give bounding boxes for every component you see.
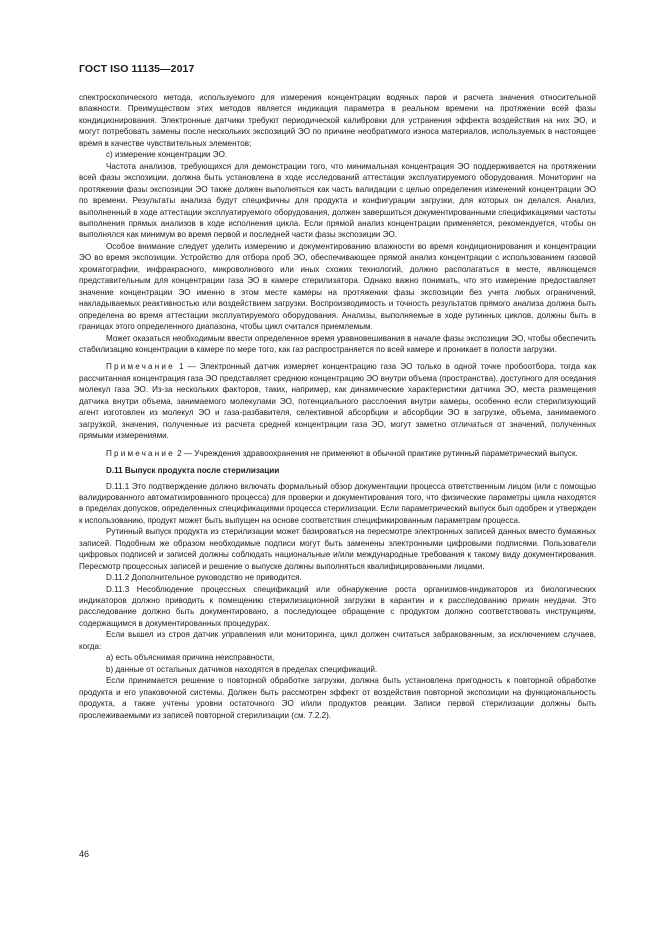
paragraph: спектроскопического метода, используемого для измерения концентрации водяных паров и расчета значения относительной влажности. Преимуществом этих методов является индикация параметра в реальном времени на протяжении всей фазы кондиционирования. Электронные датчики требуют периодической калибровки для устранения эффекта воздействия на них ЭО, и могут потребовать замены после нескольких экспозиций ЭО по причине необратимого износа материалов, используемых в настоящее время в качестве чувствительных элементов; [79, 93, 596, 148]
section-heading: D.11 Выпуск продукта после стерилизации [106, 466, 280, 476]
document-body [79, 92, 596, 721]
paragraph: D.11.3 Несоблюдение процессных спецификаций или обнаружение роста организмов-индикаторов из биологических индикаторов должно приводить к помещению стерилизационной загрузки в карантин и к расследованию причин неудачи. Это расследование должно быть документировано, а последующее обращение с продуктом должно соответствовать инструкциям, содержащимся в документированных процедурах. [79, 584, 596, 628]
paragraph: Частота анализов, требующихся для демонстрации того, что минимальная концентрация ЭО поддерживается на протяжении всей фазы экспозиции, должна быть установлена в ходе исследований аттестации эксплуатируемого оборудования. Мониторинг на протяжении фазы экспозиции ЭО также должен выполняться как часть валидации с целью определения изменений концентрации ЭО по времени. Результаты анализа будут специфичны для продукта и конфигурации загрузки, для которых он делался. Анализ, выполненный в ходе аттестации эксплуатируемого оборудования, должен завершиться документированными спецификациями частоты выполнения прямых анализов в ходе исполнения цикла. Если прямой анализ концентрации применяется, рекомендуется, чтобы он выполнялся как минимум во время первой и последней части фазы экспозиции ЭО. [79, 161, 596, 240]
page-header: ГОСТ ISO 11135—2017 [79, 63, 195, 75]
note-text: 2 — Учреждения здравоохранения не применяют в обычной практике рутинный параметрический выпуск. [174, 448, 578, 458]
note-label: Примечание [106, 448, 175, 458]
paragraph: Рутинный выпуск продукта из стерилизации может базироваться на пересмотре электронных записей данных вместо бумажных записей. Подобным же образом необходимые подписи могут быть заменены электронными цифровыми подписями. Пользователи цифровых подписей и записей должны соблюдать национальные и/или международные требования к такому виду документирования. Пересмотр процессных записей и решение о выпуске должны выполняться квалифицированными лицами. [79, 527, 596, 571]
list-item: с) измерение концентрации ЭО. [106, 150, 228, 160]
note-label: Примечание [106, 362, 175, 372]
paragraph: Если вышел из строя датчик управления или мониторинга, цикл должен считаться забракованным, за исключением случаев, когда: [79, 630, 596, 651]
note-1 [79, 361, 596, 441]
page-number: 46 [79, 849, 90, 859]
note-2 [79, 448, 596, 459]
paragraph: Если принимается решение о повторной обработке загрузки, должна быть установлена пригодность к повторной обработке продукта и его упаковочной системы. Должен быть рассмотрен эффект от воздействия повторной экспозиции на функциональность продукта, а также учтены уровни остаточного ЭО и/или продуктов реакции. Записи первой стерилизации должны быть прослеживаемыми из записей повторной стерилизации (см. 7.2.2). [79, 676, 596, 720]
paragraph: D.11.2 Дополнительное руководство не приводится. [106, 573, 302, 583]
paragraph: Особое внимание следует уделить измерению и документированию влажности во время кондиционирования и концентрации ЭО во время экспозиции. Устройство для отбора проб ЭО, обеспечивающее прямой анализ концентрации с использованием газовой хроматографии, инфракрасного, микроволнового или иных схожих технологий, должно располагаться в месте, являющемся представительным для концентрации газа ЭО в камере стерилизатора. Однако важно понимать, что это измерение предоставляет значение концентрации ЭО именно в этом месте камеры на протяжении фазы экспозиции без учета любых ограничений, накладываемых реактивностью или воздействием загрузки. Воспроизводимость и точность результатов прямого анализа должна быть определена во время аттестации эксплуатируемого оборудования. Анализы, выполняемые в ходе рутинных циклов, должны быть в границах этого определенного диапазона, чтобы цикл считался приемлемым. [79, 241, 596, 332]
list-item: а) есть объяснимая причина неисправности, [106, 653, 275, 663]
paragraph: D.11.1 Это подтверждение должно включать формальный обзор документации процесса ответственным лицом (или с помощью валидированного автоматизированного процесса) для проверки и документирования того, что физические параметры цикла находятся в пределах допусков, определенных спецификациями процесса стерилизации. Если параметрический выпуск был одобрен и утвержден к использованию, продукт может быть выпущен на основе соответствия спецификированным параметрам процесса. [79, 481, 596, 525]
note-text: 1 — Электронный датчик измеряет концентрацию газа ЭО только в одной точке пробоотбора, тогда как рассчитанная концентрация газа ЭО представляет среднюю концентрацию ЭО внутри объема (пространства), доступного для оседания молекул газа ЭО. Из-за нескольких факторов, таких, например, как динамические характеристики датчика ЭО, места размещения датчика внутри объема, занимаемого молекулами ЭО, потенциального расслоения внутри камеры, особенно если стерилизующий агент изготовлен из молекул ЭО и газа-разбавителя, селективной абсорбции и абсорбции ЭО в загрузке, объема, занимаемого загрузкой, значения, полученные из расчета средней концентрации газа ЭО, могут заметно отличаться от значений, полученных прямыми измерениями. [79, 362, 596, 441]
paragraph: Может оказаться необходимым ввести определенное время уравновешивания в начале фазы экспозиции ЭО, чтобы обеспечить стабилизацию концентрации в камере по мере того, как газ распространяется по всей камере и проникает в полости загрузки. [79, 333, 596, 354]
list-item: b) данные от остальных датчиков находятся в пределах спецификаций. [106, 664, 378, 674]
